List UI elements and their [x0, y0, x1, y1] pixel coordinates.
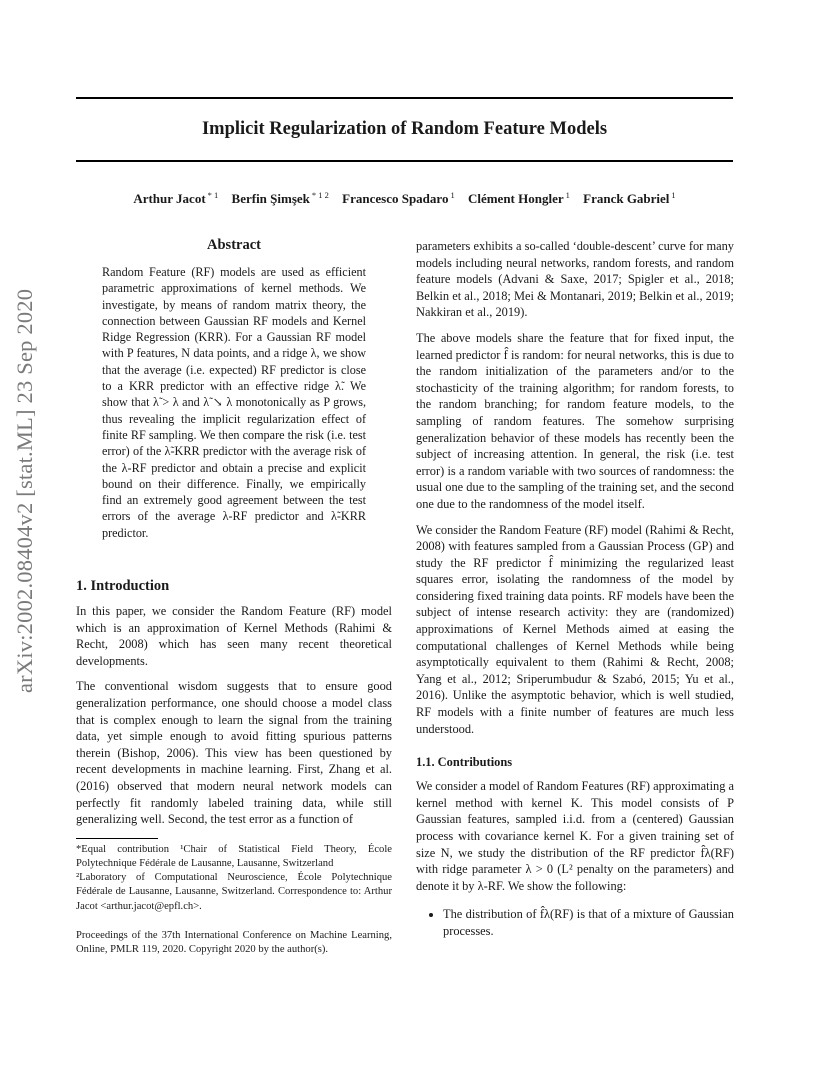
list-item: • The distribution of f̂λ(RF) is that of a mixture of Gaussian processes. [443, 906, 734, 939]
body-paragraph: We consider a model of Random Features (RF) approximating a kernel method with kernel K. This model consists of P Gaussian features, sampled i.i.d. from a (centered) Gaussian process with covariance kernel K. For a given training set of size N, we study the distribution of the RF predictor f̂λ(RF) with ridge parameter λ > 0 (L² penalty on the parameters) and denote it by λ-RF. We show the following: [416, 779, 734, 893]
abstract-heading: Abstract [207, 237, 261, 253]
footnote-correspondence: ²Laboratory of Computational Neuroscience, École Polytechnique Fédérale de Lausanne, Lausanne, Switzerland. Correspondence to: Arthur Jacot <arthur.jacot@epfl.ch>. [76, 872, 392, 912]
author: Francesco Spadaro $^1$ [342, 190, 455, 207]
body-paragraph: We consider the Random Feature (RF) model (Rahimi & Recht, 2008) with features sampled from a Gaussian Process (GP) and study the RF predictor f̂ minimizing the regularized least squares error, isolating the randomness of the model by considering fixed training data points. RF models have been the subject of intense research activity: they are (randomized) approximations of Kernel Methods aimed at easing the computational challenges of Kernel Methods while being asymptotically equivalent to them (Rahimi & Recht, 2008; Yang et al., 2012; Sriperumbudur & Szabó, 2015; Yu et al., 2016). Unlike the asymptotic behavior, which is well studied, RF models with a finite number of features are much less understood. [416, 522, 734, 736]
right-column [416, 238, 734, 940]
title-rule-bottom [76, 160, 733, 162]
footnote-affiliations: *Equal contribution ¹Chair of Statistical Field Theory, École Polytechnique Fédérale de Lausanne, Lausanne, Switzerland [76, 843, 392, 869]
author: Arthur Jacot $^{* 1}$ [133, 190, 219, 207]
body-paragraph: parameters exhibits a so-called ‘double-descent’ curve for many models including neural networks, random forests, and random feature models (Advani & Saxe, 2017; Spigler et al., 2018; Belkin et al., 2018; Mei & Montanari, 2019; Belkin et al., 2019; Nakkiran et al., 2019). [416, 239, 734, 320]
author-list [76, 190, 733, 207]
author: Franck Gabriel $^1$ [583, 190, 676, 207]
title-rule-top [76, 97, 733, 99]
footnote-rule [76, 838, 158, 839]
abstract-text: Random Feature (RF) models are used as efficient parametric approximations of kernel methods. We investigate, by means of random matrix theory, the connection between Gaussian RF models and Kernel Ridge Regression (KRR). For a Gaussian RF model with P features, N data points, and a ridge λ, we show that the average (i.e. expected) RF predictor is close to a KRR predictor with an effective ridge λ̃. We show that λ̃ > λ and λ̃ ↘ λ monotonically as P grows, thus revealing the implicit regularization effect of finite RF sampling. We then compare the risk (i.e. test error) of the λ̃-KRR predictor with the average risk of the λ-RF predictor and obtain a precise and explicit bound on their difference. Finally, we empirically find an extremely good agreement between the test errors of the average λ-RF predictor and λ̃-KRR predictor. [102, 265, 366, 540]
intro-paragraph: The conventional wisdom suggests that to ensure good generalization performance, one should choose a model class that is complex enough to learn the signal from the training data, yet simple enough to avoid fitting spurious patterns therein (Bishop, 2006). This view has been questioned by recent developments in machine learning. First, Zhang et al. (2016) observed that modern neural network models can perfectly fit randomly labeled training data, while still generalizing well. Second, the test error as a function of [76, 679, 392, 827]
intro-paragraph: In this paper, we consider the Random Feature (RF) model which is an approximation of Kernel Methods (Rahimi & Recht, 2008) which has seen many recent theoretical developments. [76, 604, 392, 668]
left-column [76, 236, 392, 966]
contributions-heading: 1.1. Contributions [416, 755, 513, 770]
arxiv-identifier: arXiv:2002.08404v2 [stat.ML] 23 Sep 2020 [12, 288, 37, 693]
author: Clément Hongler $^1$ [467, 190, 570, 207]
contribution-list [416, 906, 734, 939]
paper-title: Implicit Regularization of Random Feature Models [201, 119, 608, 139]
proceedings-note: Proceedings of the 37th International Conference on Machine Learning, Online, PMLR 119, 2020. Copyright 2020 by the author(s). [76, 929, 392, 955]
intro-heading: 1. Introduction [76, 578, 170, 595]
body-paragraph: The above models share the feature that for fixed input, the learned predictor f̂ is random: for neural networks, this is due to the random initialization of the parameters and/or to the stochasticity of the training algorithm; for random forests, to the random branching; for random feature models, to the sampling of random features. The somehow surprising generalization behavior of these models has recently been the subject of increasing attention. In general, the risk (i.e. test error) is a random variable with two sources of randomness: the usual one due to the sampling of the training set, and the second one due to the randomness of the model itself. [416, 330, 734, 511]
author: Berfin Şimşek $^{* 1 2}$ [231, 190, 329, 207]
